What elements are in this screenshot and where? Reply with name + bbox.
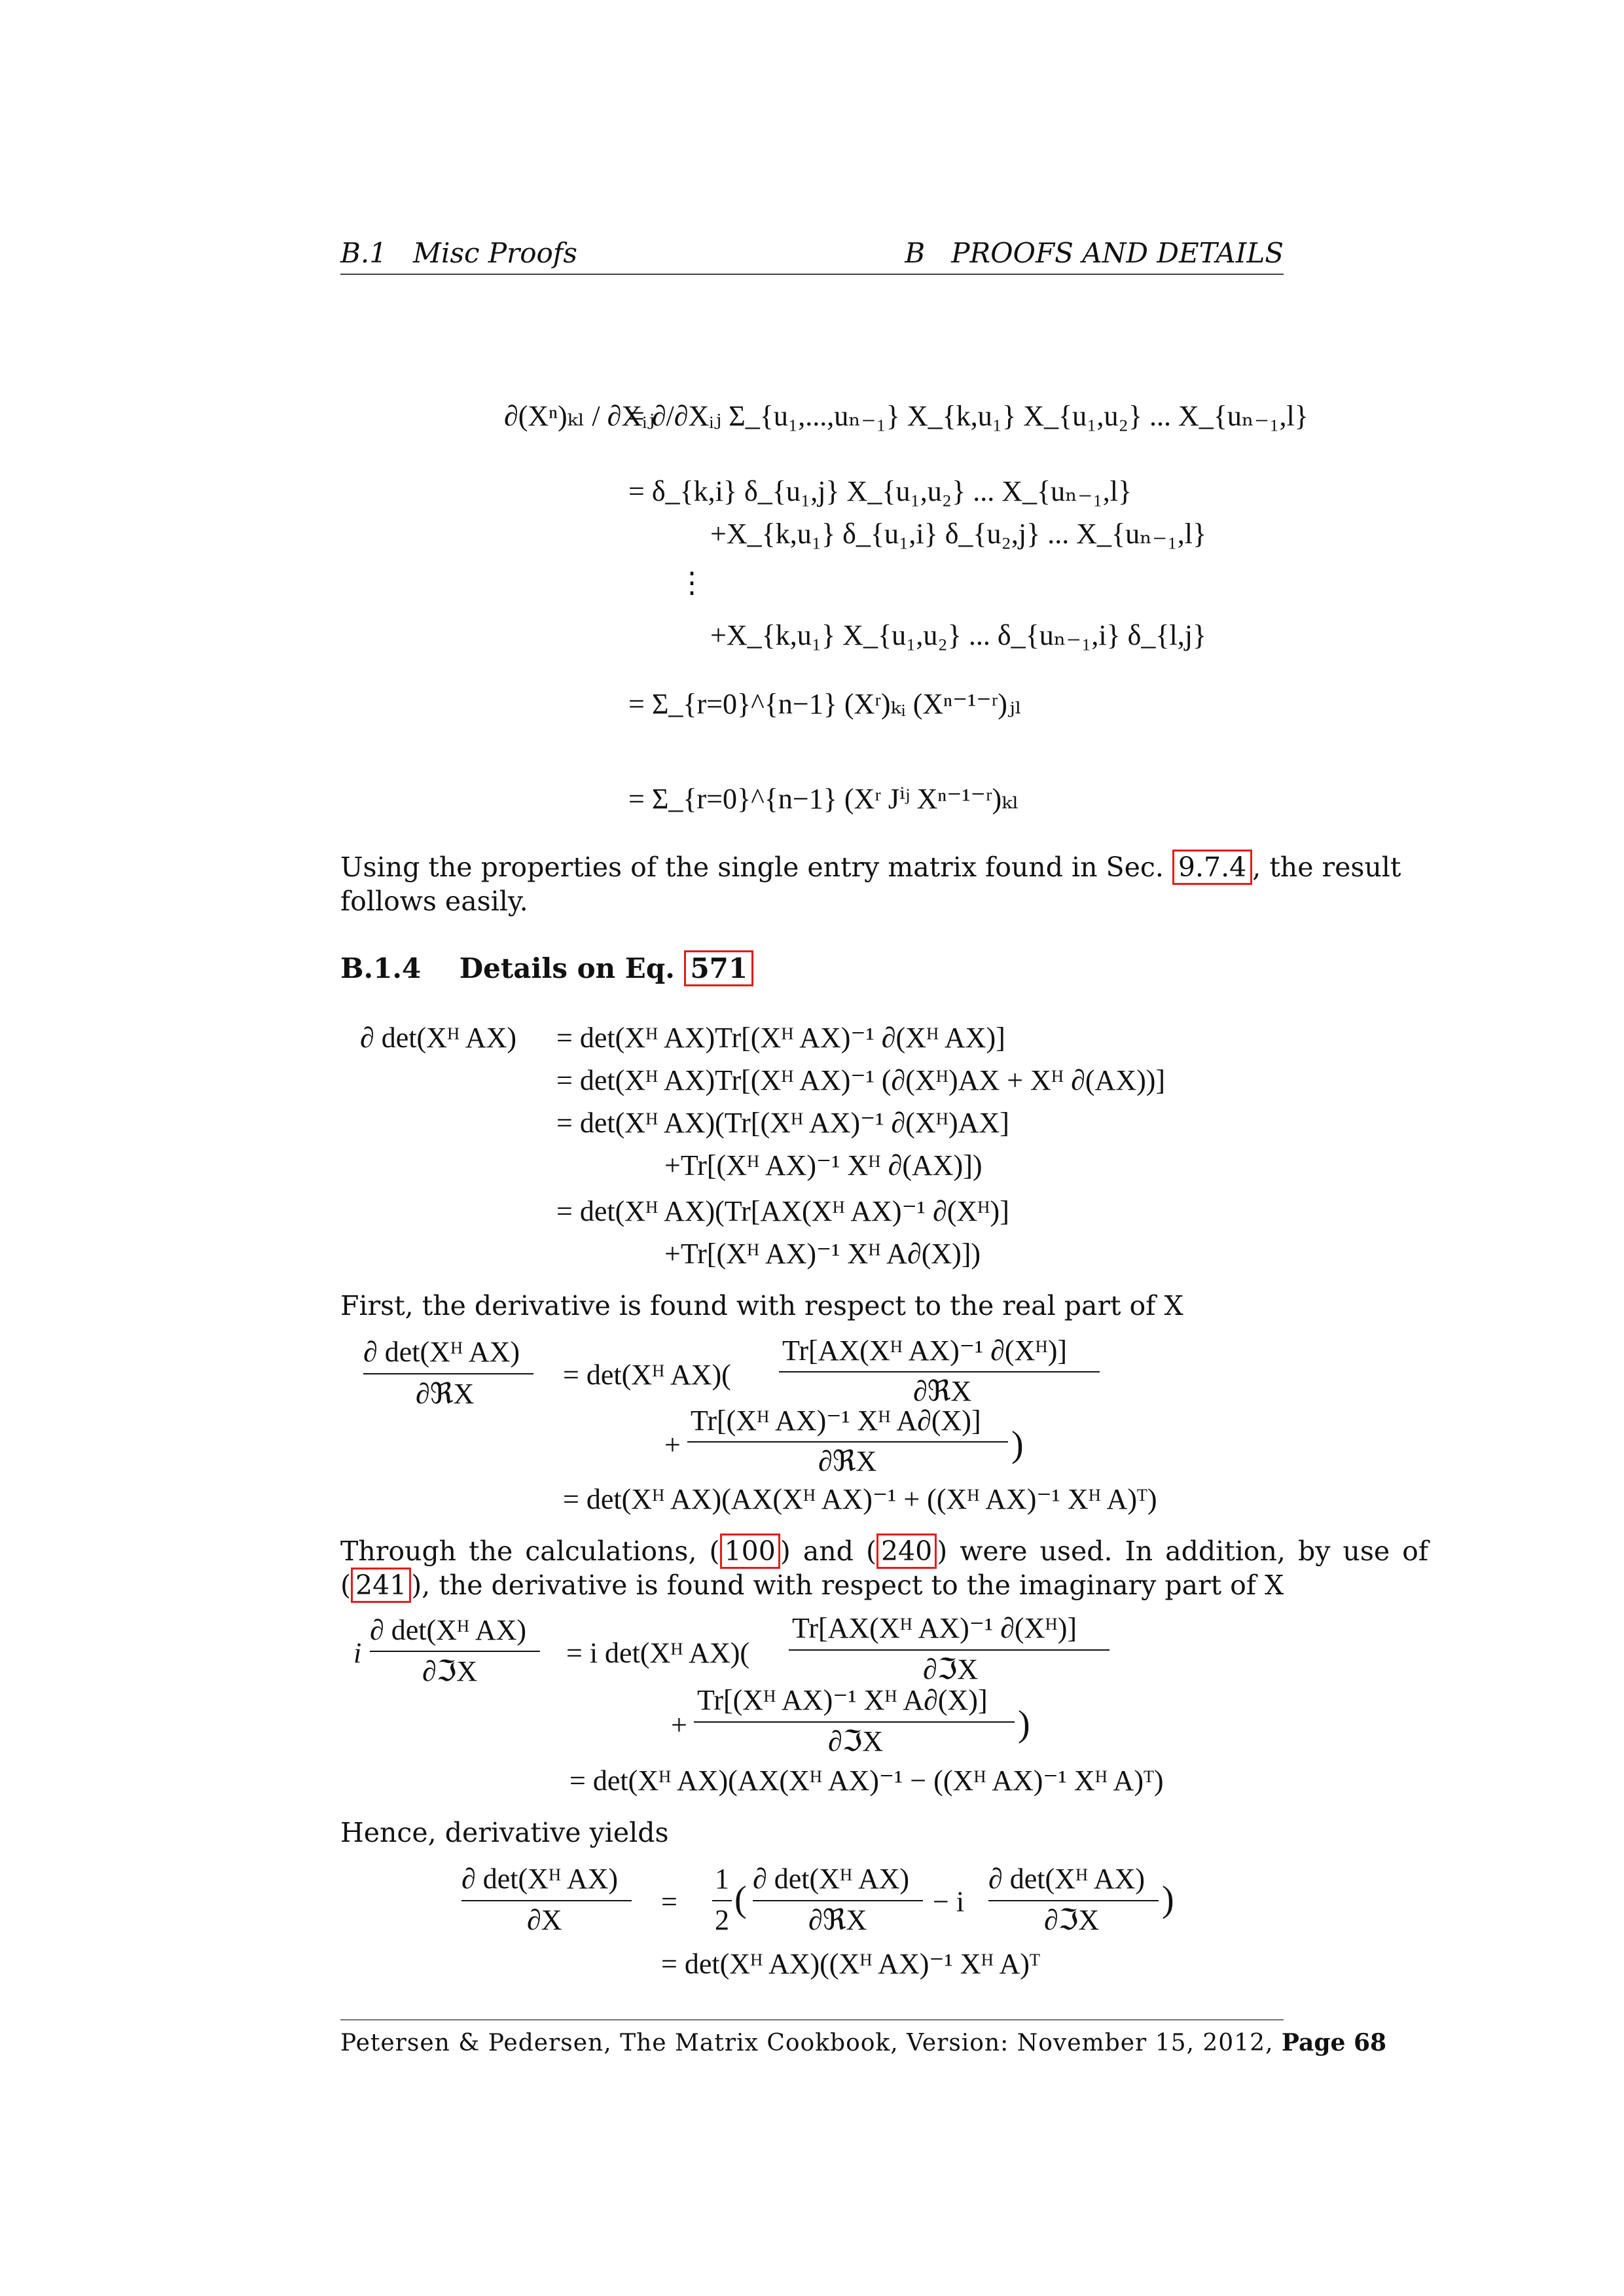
eq2-line-6: +Tr[(Xᴴ AX)⁻¹ Xᴴ A∂(X)]) bbox=[664, 1238, 981, 1270]
eq3-line-1-prefix: = det(Xᴴ AX)( bbox=[563, 1359, 731, 1391]
ref-link-section-9-7-4[interactable]: 9.7.4 bbox=[1172, 850, 1252, 885]
para1-text-a: Using the properties of the single entry matrix found in Sec. bbox=[340, 852, 1164, 883]
eq4-line-2-numerator: Tr[(Xᴴ AX)⁻¹ Xᴴ A∂(X)] bbox=[697, 1684, 988, 1716]
eq3-lhs-denominator: ∂ℜX bbox=[416, 1378, 475, 1410]
eq3-line-1-numerator: Tr[AX(Xᴴ AX)⁻¹ ∂(Xᴴ)] bbox=[782, 1335, 1068, 1367]
eq4-line-1-prefix: = i det(Xᴴ AX)( bbox=[566, 1637, 750, 1669]
eq4-lhs-i: i bbox=[353, 1637, 362, 1669]
eq4-line-1-denominator: ∂ℑX bbox=[923, 1653, 979, 1685]
footer bbox=[340, 2029, 1386, 2056]
para3-text-and: and bbox=[803, 1535, 854, 1567]
eq5-term-1-fraction-bar bbox=[753, 1900, 923, 1901]
eq4-line-2-fraction-bar bbox=[694, 1721, 1015, 1723]
footer-page-number: Page 68 bbox=[1281, 2029, 1387, 2056]
eq3-line-2-plus: + bbox=[664, 1429, 681, 1461]
section-title: Details on Eq. bbox=[459, 952, 675, 984]
ref-link-eq-100[interactable]: 100 bbox=[720, 1534, 780, 1569]
ref-link-eq-241[interactable]: 241 bbox=[351, 1568, 411, 1603]
eq4-lhs-fraction-bar bbox=[370, 1651, 540, 1652]
eq2-line-2: = det(Xᴴ AX)Tr[(Xᴴ AX)⁻¹ (∂(Xᴴ)AX + Xᴴ ∂(AX))] bbox=[556, 1064, 1166, 1096]
eq4-line-2-denominator: ∂ℑX bbox=[828, 1725, 884, 1757]
eq4-line-2-plus: + bbox=[671, 1709, 687, 1741]
eq5-term-2-denominator: ∂ℑX bbox=[1044, 1904, 1100, 1936]
eq5-minus-i: − i bbox=[933, 1886, 965, 1918]
eq2-line-5: = det(Xᴴ AX)(Tr[AX(Xᴴ AX)⁻¹ ∂(Xᴴ)] bbox=[556, 1195, 1009, 1227]
eq1-line-7: = Σ_{r=0}^{n−1} (Xʳ Jⁱʲ Xⁿ⁻¹⁻ʳ)ₖₗ bbox=[628, 783, 1019, 815]
paragraph-3-line-1: Through the calculations, ( 100 ) and ( 240 ) were used. In addition, by use of bbox=[340, 1535, 1428, 1568]
eq1-line-3: +X_{k,u₁} δ_{u₁,i} δ_{u₂,j} ... X_{uₙ₋₁,l} bbox=[710, 518, 1207, 550]
eq3-lhs-numerator: ∂ det(Xᴴ AX) bbox=[363, 1336, 520, 1368]
paragraph-1-line-1 bbox=[340, 851, 1401, 884]
eq5-term-1-denominator: ∂ℜX bbox=[808, 1904, 867, 1936]
header-left bbox=[340, 237, 577, 269]
para3-text-b: were used. In addition, by use of bbox=[960, 1535, 1429, 1567]
header-chapter-letter: B bbox=[905, 237, 926, 269]
eq3-line-3: = det(Xᴴ AX)(AX(Xᴴ AX)⁻¹ + ((Xᴴ AX)⁻¹ Xᴴ A)ᵀ) bbox=[563, 1483, 1157, 1515]
eq4-lhs-numerator: ∂ det(Xᴴ AX) bbox=[370, 1614, 527, 1646]
eq3-lhs-fraction-bar bbox=[363, 1373, 533, 1374]
header-rule bbox=[340, 274, 1284, 275]
header-chapter-title: PROOFS AND DETAILS bbox=[951, 237, 1284, 269]
eq3-line-1-fraction-bar bbox=[779, 1371, 1100, 1372]
eq5-lhs-numerator: ∂ det(Xᴴ AX) bbox=[461, 1863, 619, 1895]
footer-rule bbox=[340, 2019, 1284, 2020]
eq4-line-1-fraction-bar bbox=[789, 1649, 1110, 1651]
eq5-equals: = bbox=[661, 1886, 677, 1918]
eq2-line-3: = det(Xᴴ AX)(Tr[(Xᴴ AX)⁻¹ ∂(Xᴴ)AX] bbox=[556, 1107, 1009, 1139]
eq1-line-5: +X_{k,u₁} X_{u₁,u₂} ... δ_{uₙ₋₁,i} δ_{l,j} bbox=[710, 619, 1207, 651]
eq5-lhs-fraction-bar bbox=[461, 1900, 632, 1901]
eq1-line-4: ⋮ bbox=[677, 567, 706, 599]
eq2-line-4: +Tr[(Xᴴ AX)⁻¹ Xᴴ ∂(AX)]) bbox=[664, 1149, 983, 1181]
eq5-lhs-denominator: ∂X bbox=[527, 1904, 562, 1936]
eq4-line-1-numerator: Tr[AX(Xᴴ AX)⁻¹ ∂(Xᴴ)] bbox=[792, 1612, 1077, 1644]
eq4-line-3: = det(Xᴴ AX)(AX(Xᴴ AX)⁻¹ − ((Xᴴ AX)⁻¹ Xᴴ A)ᵀ) bbox=[569, 1765, 1164, 1797]
eq5-half-fraction-bar bbox=[712, 1900, 732, 1901]
header-section-number: B.1 bbox=[340, 237, 387, 269]
eq4-lhs-denominator: ∂ℑX bbox=[422, 1655, 478, 1687]
paragraph-4: Hence, derivative yields bbox=[340, 1817, 669, 1848]
eq1-line-6: = Σ_{r=0}^{n−1} (Xʳ)ₖᵢ (Xⁿ⁻¹⁻ʳ)ⱼₗ bbox=[628, 688, 1022, 720]
eq1-lhs: ∂(Xⁿ)ₖₗ / ∂Xᵢⱼ bbox=[504, 400, 655, 432]
eq4-line-2-close-paren: ) bbox=[1018, 1704, 1030, 1744]
paragraph-3-line-2: ( 241 ), the derivative is found with respect to the imaginary part of X bbox=[340, 1569, 1284, 1602]
header-section-title: Misc Proofs bbox=[413, 237, 577, 269]
eq3-line-2-numerator: Tr[(Xᴴ AX)⁻¹ Xᴴ A∂(X)] bbox=[691, 1405, 981, 1437]
eq5-half-denominator: 2 bbox=[715, 1904, 729, 1936]
eq3-line-1-denominator: ∂ℜX bbox=[913, 1375, 972, 1407]
eq3-line-2-denominator: ∂ℜX bbox=[818, 1445, 877, 1477]
eq5-open-paren: ( bbox=[734, 1879, 747, 1920]
section-number: B.1.4 bbox=[340, 952, 422, 984]
footer-citation: Petersen & Pedersen, The Matrix Cookbook, Version: November 15, 2012, bbox=[340, 2030, 1274, 2056]
eq5-line-2: = det(Xᴴ AX)((Xᴴ AX)⁻¹ Xᴴ A)ᵀ bbox=[661, 1948, 1040, 1980]
para3-text-c: , the derivative is found with respect to the imaginary part of X bbox=[422, 1570, 1284, 1601]
para3-text-a: Through the calculations, bbox=[340, 1535, 697, 1567]
para1-text-b: , the result bbox=[1252, 852, 1401, 883]
eq5-term-1-numerator: ∂ det(Xᴴ AX) bbox=[753, 1863, 910, 1895]
eq3-line-2-close-paren: ) bbox=[1011, 1424, 1024, 1465]
header-right bbox=[905, 237, 1284, 269]
eq5-term-2-numerator: ∂ det(Xᴴ AX) bbox=[988, 1863, 1146, 1895]
eq5-close-paren: ) bbox=[1162, 1879, 1174, 1920]
section-heading bbox=[340, 952, 753, 984]
ref-link-eq-240[interactable]: 240 bbox=[876, 1534, 937, 1569]
eq1-line-2: = δ_{k,i} δ_{u₁,j} X_{u₁,u₂} ... X_{uₙ₋₁,l} bbox=[628, 475, 1132, 507]
paragraph-1-line-2: follows easily. bbox=[340, 886, 528, 917]
eq1-line-1: = ∂/∂Xᵢⱼ Σ_{u₁,...,uₙ₋₁} X_{k,u₁} X_{u₁,u₂} ... X_{uₙ₋₁,l} bbox=[628, 400, 1308, 432]
eq2-lhs: ∂ det(Xᴴ AX) bbox=[360, 1022, 517, 1054]
eq3-line-2-fraction-bar bbox=[687, 1441, 1008, 1443]
paragraph-2: First, the derivative is found with respect to the real part of X bbox=[340, 1290, 1183, 1321]
ref-link-eq-571[interactable]: 571 bbox=[684, 950, 753, 986]
eq5-term-2-fraction-bar bbox=[988, 1900, 1159, 1901]
eq2-line-1: = det(Xᴴ AX)Tr[(Xᴴ AX)⁻¹ ∂(Xᴴ AX)] bbox=[556, 1022, 1005, 1054]
eq5-half-numerator: 1 bbox=[715, 1863, 729, 1895]
